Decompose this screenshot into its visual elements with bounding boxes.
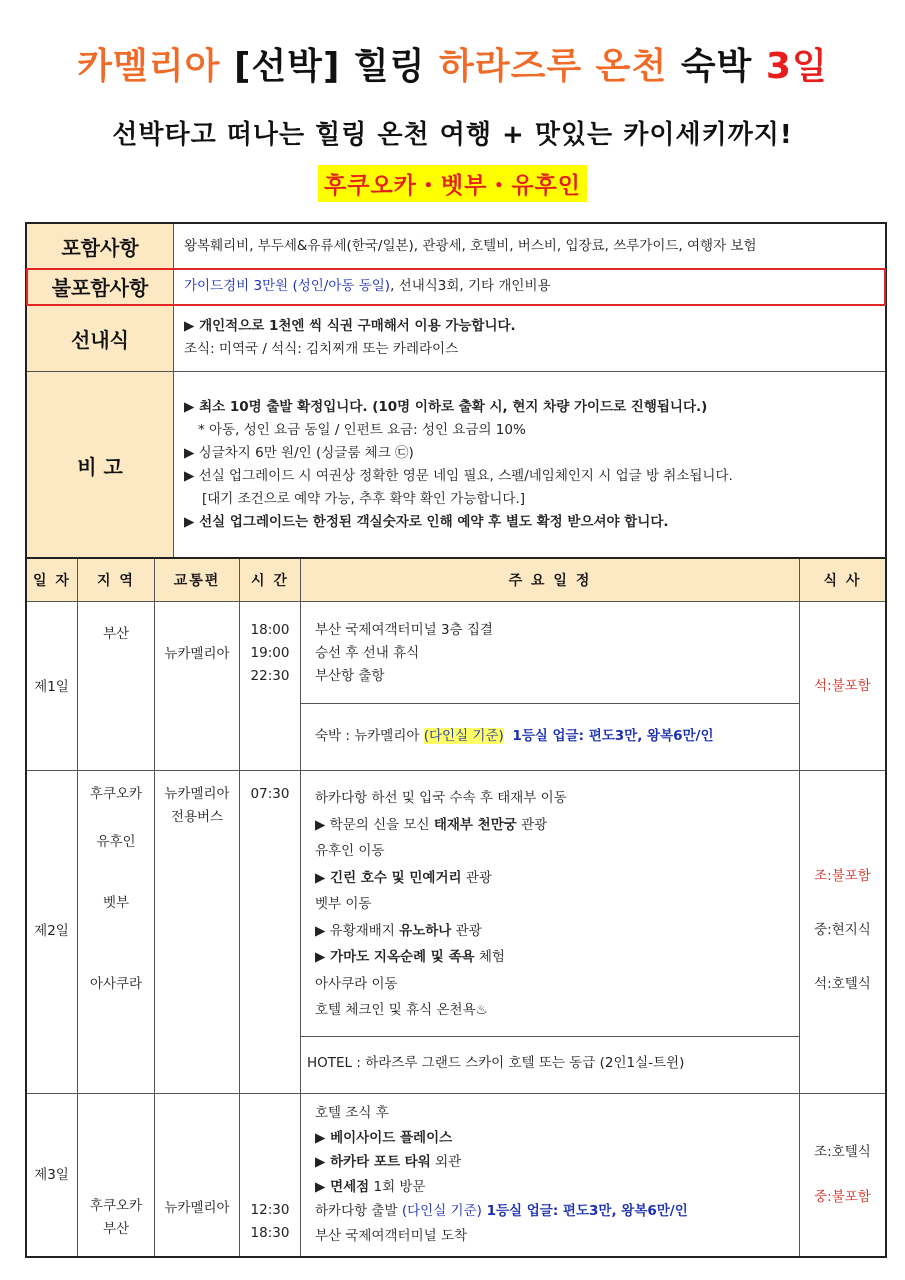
day2-region-1: 후쿠오카 xyxy=(89,786,143,802)
header-transport: 교통편 xyxy=(173,573,221,589)
schedule-header xyxy=(27,559,885,602)
lodging-divider xyxy=(301,703,799,704)
day2-meal-breakfast: 조:불포함 xyxy=(814,868,871,884)
day2-itinerary: 하카다항 하선 및 입국 수속 후 태재부 이동 ▶ 학문의 신을 모신 태재부 천만궁 관광 유후인 이동 ▶ 긴린 호수 및 민예거리 관광 벳부 이동 ▶ 유황재배지 유노하나 관광 ▶ 가마도 지옥순례 및 족욕 체험 아사쿠라 이동 호텔 체크인 및 휴식 온천욕♨ xyxy=(315,790,567,1018)
day3-transport: 뉴카멜리아 xyxy=(164,1200,230,1216)
schedule-table xyxy=(25,557,887,1258)
day2-transport: 뉴카멜리아 전용버스 xyxy=(164,786,230,825)
day1-lodging: 숙박 : 뉴카멜리아 (다인실 기준) 1등실 업글: 편도3만, 왕복6만/인 xyxy=(315,728,714,744)
day2-region-4: 아사쿠라 xyxy=(89,976,143,992)
page-title: 카멜리아 [선박] 힐링 하라즈루 온천 숙박 3일 xyxy=(77,46,828,87)
excluded-row xyxy=(27,269,885,305)
day3-meal-lunch: 중:불포함 xyxy=(814,1189,871,1205)
notes-label: 비 고 xyxy=(27,372,174,558)
header-time: 시 간 xyxy=(251,573,289,589)
day2-meal-lunch: 중:현지식 xyxy=(814,922,871,938)
hotel-divider xyxy=(301,1036,799,1037)
included-row xyxy=(27,224,885,269)
subtitle: 선박타고 떠나는 힐링 온천 여행 + 맛있는 카이세키까지! xyxy=(112,120,793,150)
onboard-meal-row xyxy=(27,305,885,372)
day2-meal-dinner: 석:호텔식 xyxy=(814,976,871,992)
day1-meal: 석:불포함 xyxy=(814,678,871,694)
day2-time: 07:30 xyxy=(250,786,290,802)
day2-region-2: 유후인 xyxy=(96,834,136,850)
header-itinerary: 주 요 일 정 xyxy=(508,573,592,589)
header-region: 지 역 xyxy=(97,573,135,589)
day2-hotel: HOTEL : 하라즈루 그랜드 스카이 호텔 또는 동급 (2인1실-트윈) xyxy=(307,1055,685,1071)
notes-text: ▶ 최소 10명 출발 확정입니다. (10명 이하로 출확 시, 현지 차량 가이드로 진행됩니다.) * 아동, 성인 요금 동일 / 인펀트 요금: 성인 요금의 10% ▶ 싱글차지 6만 원/인 (싱글룸 체크 ㉢) ▶ 선실 업그레이드 시 여권상 정확한 영문 네임 필요, 스펠/네임체인지 시 업글 방 취소됩니다. [대기 조건으로 예약 가능, 추후 확약 확인 가능합니다.] ▶ 선실 업그레이드는 한정된 객실숫자로 인해 예약 후 별도 확정 받으셔야 합니다. xyxy=(184,399,733,530)
onboard-meal-label: 선내식 xyxy=(27,305,174,371)
day1-times: 18:00 19:00 22:30 xyxy=(250,622,290,684)
grid-line xyxy=(300,559,301,1256)
day3-meal-breakfast: 조:호텔식 xyxy=(814,1144,871,1160)
row-divider xyxy=(27,1093,885,1094)
notes-row xyxy=(27,372,885,558)
destinations-banner: 후쿠오카・벳부・유후인 xyxy=(0,165,905,202)
row-divider xyxy=(27,770,885,771)
included-label: 포함사항 xyxy=(27,224,174,268)
included-text: 왕복훼리비, 부두세&유류세(한국/일본), 관광세, 호텔비, 버스비, 입장료, 쓰루가이드, 여행자 보험 xyxy=(184,237,757,254)
header-day: 일 자 xyxy=(33,573,71,589)
day1-region: 부산 xyxy=(102,626,130,642)
day1-transport: 뉴카멜리아 xyxy=(164,646,230,662)
header-meal: 식 사 xyxy=(823,573,862,589)
day3-label: 제3일 xyxy=(34,1167,69,1183)
onboard-meal-text: ▶ 개인적으로 1천엔 씩 식권 구매해서 이용 가능합니다. 조식: 미역국 / 석식: 김치찌개 또는 카레라이스 xyxy=(184,318,516,357)
day3-itinerary: 호텔 조식 후 ▶ 베이사이드 플레이스 ▶ 하카타 포트 타워 외관 ▶ 면세점 1회 방문 하카다항 출발 (다인실 기준) 1등실 업글: 편도3만, 왕복6만/인 부산 국제여객터미널 도착 xyxy=(315,1105,688,1244)
day1-itinerary: 부산 국제여객터미널 3층 집결 승선 후 선내 휴식 부산항 출항 xyxy=(315,622,493,684)
day1-label: 제1일 xyxy=(34,679,69,695)
info-table xyxy=(25,222,887,560)
day3-region: 후쿠오카 부산 xyxy=(89,1198,143,1237)
excluded-text: 가이드경비 3만원 (성인/아동 동일), 선내식3회, 기타 개인비용 xyxy=(184,278,551,294)
day2-label: 제2일 xyxy=(34,923,69,939)
excluded-label: 불포함사항 xyxy=(27,269,174,304)
day2-region-3: 벳부 xyxy=(102,895,130,911)
day3-times: 12:30 18:30 xyxy=(250,1202,290,1241)
